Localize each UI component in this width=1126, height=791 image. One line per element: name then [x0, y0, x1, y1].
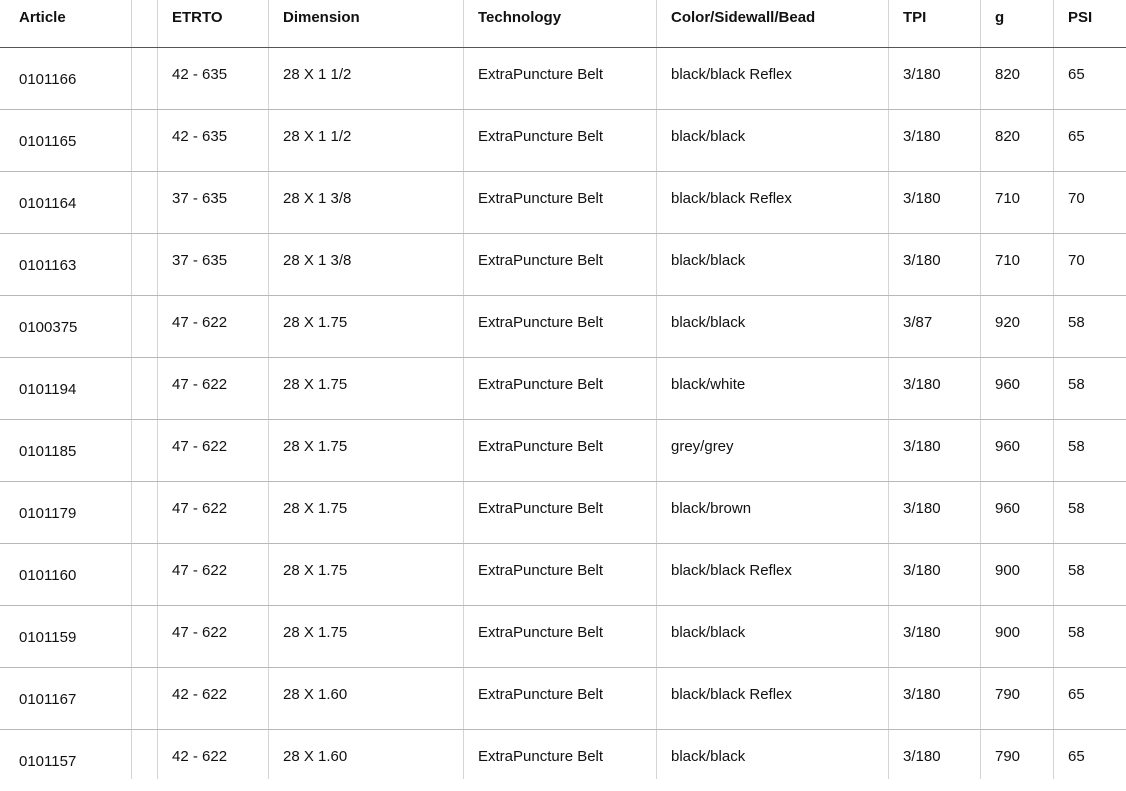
cell-weight-g: 820	[995, 66, 1021, 83]
cell-color-sidewall-bead: black/black	[671, 624, 746, 641]
cell-etrto: 42 - 635	[172, 128, 228, 145]
cell-article: 0101160	[19, 567, 77, 584]
cell-psi: 58	[1068, 624, 1085, 641]
cell-dimension: 28 X 1 1/2	[283, 66, 352, 83]
table-row	[0, 544, 1126, 606]
cell-weight-g: 900	[995, 624, 1021, 641]
cell-color-sidewall-bead: grey/grey	[671, 438, 734, 455]
cell-weight-g: 710	[995, 252, 1021, 269]
cell-weight-g: 710	[995, 190, 1021, 207]
cell-technology: ExtraPuncture Belt	[478, 66, 604, 83]
cell-weight-g: 820	[995, 128, 1021, 145]
cell-article: 0101163	[19, 257, 77, 274]
column-header-technology: Technology	[478, 9, 562, 26]
cell-article: 0101179	[19, 505, 77, 522]
table-row	[0, 172, 1126, 234]
table-header-row	[0, 0, 1126, 48]
cell-etrto: 47 - 622	[172, 438, 228, 455]
table-row	[0, 234, 1126, 296]
cell-technology: ExtraPuncture Belt	[478, 252, 604, 269]
cell-color-sidewall-bead: black/black	[671, 748, 746, 765]
cell-article: 0101165	[19, 133, 77, 150]
cell-psi: 70	[1068, 190, 1085, 207]
cell-color-sidewall-bead: black/black	[671, 314, 746, 331]
cell-article: 0101185	[19, 443, 77, 460]
cell-dimension: 28 X 1 1/2	[283, 128, 352, 145]
column-header-weight-g: g	[995, 9, 1005, 26]
cell-article: 0100375	[19, 319, 78, 336]
cell-dimension: 28 X 1.75	[283, 438, 348, 455]
table-row	[0, 482, 1126, 544]
cell-psi: 65	[1068, 686, 1085, 703]
cell-color-sidewall-bead: black/white	[671, 376, 746, 393]
cell-color-sidewall-bead: black/black	[671, 252, 746, 269]
cell-etrto: 47 - 622	[172, 500, 228, 517]
cell-psi: 58	[1068, 500, 1085, 517]
cell-psi: 70	[1068, 252, 1085, 269]
cell-color-sidewall-bead: black/black Reflex	[671, 190, 792, 207]
cell-tpi: 3/180	[903, 500, 941, 517]
column-header-etrto: ETRTO	[172, 9, 223, 26]
cell-color-sidewall-bead: black/black	[671, 128, 746, 145]
cell-color-sidewall-bead: black/black Reflex	[671, 562, 792, 579]
table-row	[0, 48, 1126, 110]
cell-dimension: 28 X 1.75	[283, 500, 348, 517]
table-row	[0, 110, 1126, 172]
table-row	[0, 420, 1126, 482]
cell-technology: ExtraPuncture Belt	[478, 190, 604, 207]
cell-technology: ExtraPuncture Belt	[478, 562, 604, 579]
cell-tpi: 3/87	[903, 314, 933, 331]
table-row	[0, 296, 1126, 358]
cell-tpi: 3/180	[903, 562, 941, 579]
cell-tpi: 3/180	[903, 624, 941, 641]
cell-etrto: 37 - 635	[172, 252, 228, 269]
cell-psi: 58	[1068, 438, 1085, 455]
cell-dimension: 28 X 1.60	[283, 748, 348, 765]
cell-weight-g: 960	[995, 438, 1021, 455]
cell-technology: ExtraPuncture Belt	[478, 438, 604, 455]
cell-technology: ExtraPuncture Belt	[478, 376, 604, 393]
cell-etrto: 42 - 635	[172, 66, 228, 83]
cell-etrto: 42 - 622	[172, 686, 228, 703]
cell-dimension: 28 X 1.75	[283, 376, 348, 393]
column-header-article: Article	[19, 9, 66, 26]
cell-weight-g: 960	[995, 500, 1021, 517]
cell-tpi: 3/180	[903, 128, 941, 145]
cell-weight-g: 900	[995, 562, 1021, 579]
cell-dimension: 28 X 1.75	[283, 562, 348, 579]
cell-etrto: 47 - 622	[172, 314, 228, 331]
cell-tpi: 3/180	[903, 66, 941, 83]
cell-color-sidewall-bead: black/black Reflex	[671, 686, 792, 703]
cell-weight-g: 790	[995, 748, 1021, 765]
column-header-psi: PSI	[1068, 9, 1093, 26]
cell-dimension: 28 X 1 3/8	[283, 190, 352, 207]
cell-psi: 58	[1068, 314, 1085, 331]
cell-article: 0101164	[19, 195, 77, 212]
cell-dimension: 28 X 1.75	[283, 314, 348, 331]
cell-psi: 65	[1068, 748, 1085, 765]
cell-color-sidewall-bead: black/black Reflex	[671, 66, 792, 83]
cell-dimension: 28 X 1.60	[283, 686, 348, 703]
cell-technology: ExtraPuncture Belt	[478, 624, 604, 641]
table-row	[0, 668, 1126, 730]
cell-etrto: 47 - 622	[172, 562, 228, 579]
cell-tpi: 3/180	[903, 190, 941, 207]
cell-weight-g: 960	[995, 376, 1021, 393]
cell-article: 0101157	[19, 753, 77, 770]
cell-technology: ExtraPuncture Belt	[478, 314, 604, 331]
column-header-color-sidewall-bead: Color/Sidewall/Bead	[671, 9, 816, 26]
cell-article: 0101159	[19, 629, 77, 646]
table-row	[0, 606, 1126, 668]
cell-article: 0101194	[19, 381, 77, 398]
cell-dimension: 28 X 1.75	[283, 624, 348, 641]
cell-technology: ExtraPuncture Belt	[478, 686, 604, 703]
cell-technology: ExtraPuncture Belt	[478, 748, 604, 765]
cell-weight-g: 920	[995, 314, 1021, 331]
cell-tpi: 3/180	[903, 438, 941, 455]
table-row	[0, 358, 1126, 420]
cell-etrto: 42 - 622	[172, 748, 228, 765]
cell-tpi: 3/180	[903, 252, 941, 269]
cell-etrto: 47 - 622	[172, 376, 228, 393]
column-header-tpi: TPI	[903, 9, 927, 26]
cell-article: 0101167	[19, 691, 77, 708]
cell-psi: 65	[1068, 128, 1085, 145]
cell-tpi: 3/180	[903, 748, 941, 765]
cell-technology: ExtraPuncture Belt	[478, 500, 604, 517]
cell-tpi: 3/180	[903, 376, 941, 393]
table-row	[0, 730, 1126, 791]
cell-etrto: 47 - 622	[172, 624, 228, 641]
cell-dimension: 28 X 1 3/8	[283, 252, 352, 269]
cell-psi: 58	[1068, 376, 1085, 393]
column-header-dimension: Dimension	[283, 9, 360, 26]
cell-tpi: 3/180	[903, 686, 941, 703]
cell-etrto: 37 - 635	[172, 190, 228, 207]
cell-psi: 58	[1068, 562, 1085, 579]
cell-psi: 65	[1068, 66, 1085, 83]
cell-technology: ExtraPuncture Belt	[478, 128, 604, 145]
cell-color-sidewall-bead: black/brown	[671, 500, 752, 517]
cell-weight-g: 790	[995, 686, 1021, 703]
cell-article: 0101166	[19, 71, 77, 88]
